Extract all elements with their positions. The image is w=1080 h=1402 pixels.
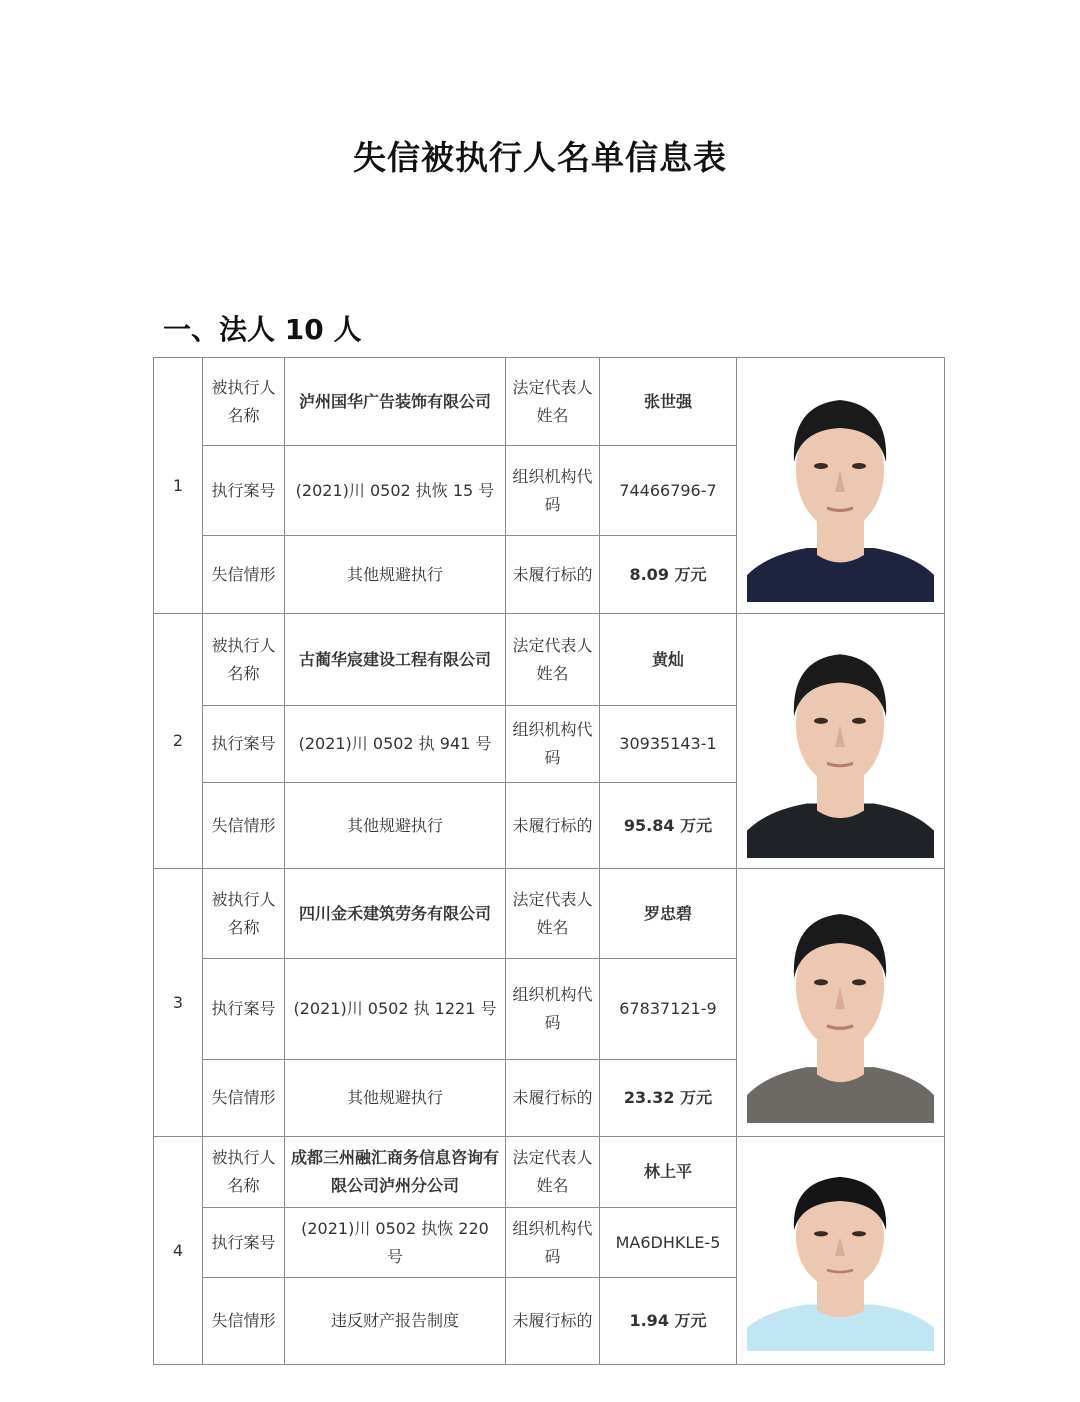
photo-cell [737, 358, 945, 614]
case-number: (2021)川 0502 执恢 220 号 [285, 1208, 506, 1278]
dishonest-situation: 其他规避执行 [285, 536, 506, 614]
unfulfilled-amount: 95.84 万元 [600, 783, 737, 869]
label-name: 被执行人名称 [203, 614, 285, 706]
dishonest-list-table [153, 357, 945, 1365]
debtor-name: 古蔺华宸建设工程有限公司 [285, 614, 506, 706]
entry-index: 1 [154, 358, 203, 614]
debtor-name: 四川金禾建筑劳务有限公司 [285, 869, 506, 959]
label-case-no: 执行案号 [203, 1208, 285, 1278]
photo-cell [737, 614, 945, 869]
legal-rep-name: 林上平 [600, 1137, 737, 1208]
legal-rep-name: 罗忠碧 [600, 869, 737, 959]
table-row [154, 1137, 945, 1208]
label-amount: 未履行标的 [506, 783, 600, 869]
org-code: 30935143-1 [600, 706, 737, 783]
dishonest-situation: 违反财产报告制度 [285, 1278, 506, 1365]
label-situation: 失信情形 [203, 1060, 285, 1137]
label-legal-rep: 法定代表人姓名 [506, 1137, 600, 1208]
section-heading: 一、法人 10 人 [163, 313, 362, 346]
case-number: (2021)川 0502 执 1221 号 [285, 959, 506, 1060]
label-org-code: 组织机构代码 [506, 706, 600, 783]
case-number: (2021)川 0502 执恢 15 号 [285, 446, 506, 536]
dishonest-situation: 其他规避执行 [285, 783, 506, 869]
label-org-code: 组织机构代码 [506, 1208, 600, 1278]
person-photo-icon [747, 370, 934, 602]
label-case-no: 执行案号 [203, 959, 285, 1060]
label-name: 被执行人名称 [203, 358, 285, 446]
org-code: MA6DHKLE-5 [600, 1208, 737, 1278]
person-photo-icon [747, 883, 934, 1123]
dishonest-situation: 其他规避执行 [285, 1060, 506, 1137]
label-situation: 失信情形 [203, 783, 285, 869]
label-name: 被执行人名称 [203, 1137, 285, 1208]
entry-index: 3 [154, 869, 203, 1137]
label-legal-rep: 法定代表人姓名 [506, 614, 600, 706]
document-title: 失信被执行人名单信息表 [353, 138, 727, 177]
label-case-no: 执行案号 [203, 706, 285, 783]
label-situation: 失信情形 [203, 536, 285, 614]
unfulfilled-amount: 8.09 万元 [600, 536, 737, 614]
table-row [154, 358, 945, 446]
photo-cell [737, 869, 945, 1137]
label-amount: 未履行标的 [506, 1278, 600, 1365]
label-org-code: 组织机构代码 [506, 959, 600, 1060]
case-number: (2021)川 0502 执 941 号 [285, 706, 506, 783]
debtor-name: 成都三州融汇商务信息咨询有限公司泸州分公司 [285, 1137, 506, 1208]
org-code: 74466796-7 [600, 446, 737, 536]
label-situation: 失信情形 [203, 1278, 285, 1365]
table-row [154, 614, 945, 706]
entry-index: 4 [154, 1137, 203, 1365]
label-case-no: 执行案号 [203, 446, 285, 536]
photo-cell [737, 1137, 945, 1365]
person-photo-icon [747, 624, 934, 858]
unfulfilled-amount: 23.32 万元 [600, 1060, 737, 1137]
label-legal-rep: 法定代表人姓名 [506, 358, 600, 446]
person-photo-icon [747, 1151, 934, 1351]
org-code: 67837121-9 [600, 959, 737, 1060]
label-amount: 未履行标的 [506, 536, 600, 614]
table-row [154, 869, 945, 959]
debtor-name: 泸州国华广告装饰有限公司 [285, 358, 506, 446]
entry-index: 2 [154, 614, 203, 869]
legal-rep-name: 黄灿 [600, 614, 737, 706]
label-legal-rep: 法定代表人姓名 [506, 869, 600, 959]
label-amount: 未履行标的 [506, 1060, 600, 1137]
label-name: 被执行人名称 [203, 869, 285, 959]
label-org-code: 组织机构代码 [506, 446, 600, 536]
legal-rep-name: 张世强 [600, 358, 737, 446]
unfulfilled-amount: 1.94 万元 [600, 1278, 737, 1365]
